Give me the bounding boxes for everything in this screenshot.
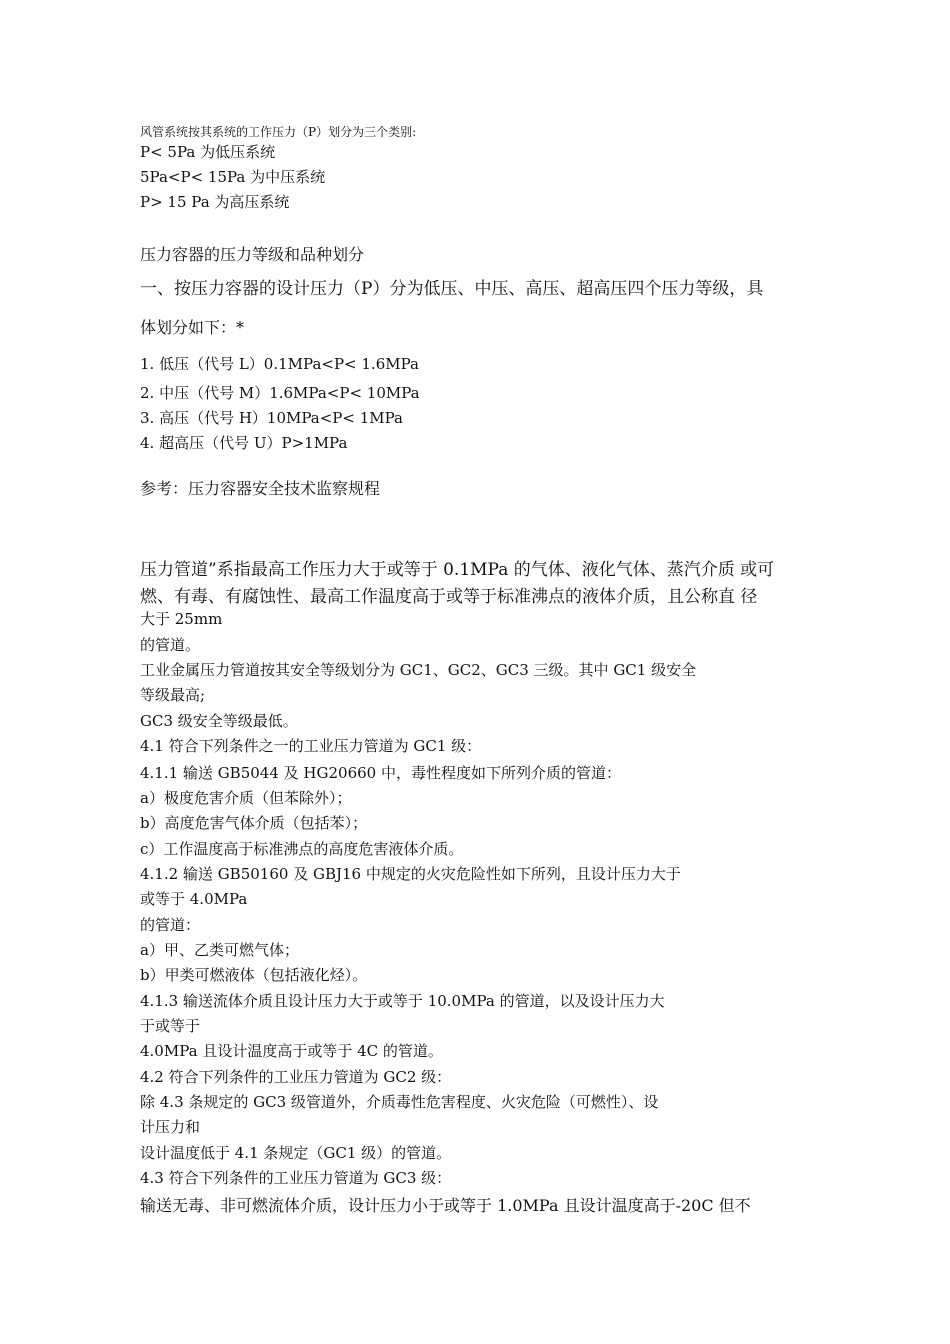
vessel-intro-line2: 体划分如下：* [140, 318, 245, 337]
piping-line: 于或等于 [140, 1017, 201, 1035]
piping-line: 4.1 符合下列条件之一的工业压力管道为 GC1 级： [140, 737, 482, 755]
piping-line: 的管道： [140, 916, 201, 934]
piping-line: 4.0MPa 且设计温度高于或等于 4C 的管道。 [140, 1042, 443, 1060]
piping-line: a）甲、乙类可燃气体； [140, 941, 299, 959]
duct-intro: 风管系统按其系统的工作压力（P）划分为三个类别: [140, 125, 417, 139]
piping-line: 或等于 4.0MPa [140, 890, 248, 908]
piping-line: b）甲类可燃液体（包括液化烃）。 [140, 966, 368, 984]
piping-line: 4.2 符合下列条件的工业压力管道为 GC2 级： [140, 1068, 452, 1086]
piping-line: 4.1.2 输送 GB50160 及 GBJ16 中规定的火灾危险性如下所列，且设计压力大于 [140, 865, 681, 883]
duct-high-pressure: P> 15 Pa 为高压系统 [140, 193, 290, 211]
piping-line: 除 4.3 条规定的 GC3 级管道外，介质毒性危害程度、火灾危险（可燃性）、设 [140, 1093, 659, 1111]
vessel-level-item: 2. 中压（代号 M）1.6MPa<P< 10MPa [140, 384, 420, 402]
piping-line: c）工作温度高于标准沸点的高度危害液体介质。 [140, 840, 464, 858]
duct-low-pressure: P< 5Pa 为低压系统 [140, 143, 276, 161]
piping-line: 4.1.3 输送流体介质且设计压力大于或等于 10.0MPa 的管道，以及设计压力大 [140, 992, 665, 1010]
piping-line: 大于 25mm [140, 610, 223, 628]
vessel-heading: 压力容器的压力等级和品种划分 [140, 245, 365, 264]
piping-line: 的管道。 [140, 636, 201, 654]
duct-mid-pressure: 5Pa<P< 15Pa 为中压系统 [140, 168, 326, 186]
piping-line: a）极度危害介质（但苯除外）； [140, 789, 352, 807]
piping-line: 计压力和 [140, 1118, 201, 1136]
vessel-level-item: 3. 高压（代号 H）10MPa<P< 1MPa [140, 409, 403, 427]
piping-line: 燃、有毒、有腐蚀性、最高工作温度高于或等于标准沸点的液体介质，且公称直 径 [140, 587, 758, 607]
piping-line: 4.1.1 输送 GB5044 及 HG20660 中，毒性程度如下所列介质的管道： [140, 764, 621, 782]
vessel-intro-line1: 一、按压力容器的设计压力（P）分为低压、中压、高压、超高压四个压力等级，具 [140, 279, 764, 299]
piping-line: 输送无毒、非可燃流体介质，设计压力小于或等于 1.0MPa 且设计温度高于-20C 但不 [140, 1196, 751, 1215]
piping-line: b）高度危害气体介质（包括苯）； [140, 814, 368, 832]
piping-line: 工业金属压力管道按其安全等级划分为 GC1、GC2、GC3 三级。其中 GC1 级安全 [140, 661, 697, 679]
vessel-reference: 参考：压力容器安全技术监察规程 [140, 479, 381, 498]
vessel-level-item: 4. 超高压（代号 U）P>1MPa [140, 434, 348, 452]
piping-line: 压力管道”系指最高工作压力大于或等于 0.1MPa 的气体、液化气体、蒸汽介质 或可 [140, 560, 775, 580]
piping-line: 4.3 符合下列条件的工业压力管道为 GC3 级： [140, 1169, 452, 1187]
piping-line: GC3 级安全等级最低。 [140, 712, 298, 730]
piping-line: 等级最高; [140, 686, 206, 704]
piping-line: 设计温度低于 4.1 条规定（GC1 级）的管道。 [140, 1144, 452, 1162]
vessel-level-item: 1. 低压（代号 L）0.1MPa<P< 1.6MPa [140, 355, 419, 373]
